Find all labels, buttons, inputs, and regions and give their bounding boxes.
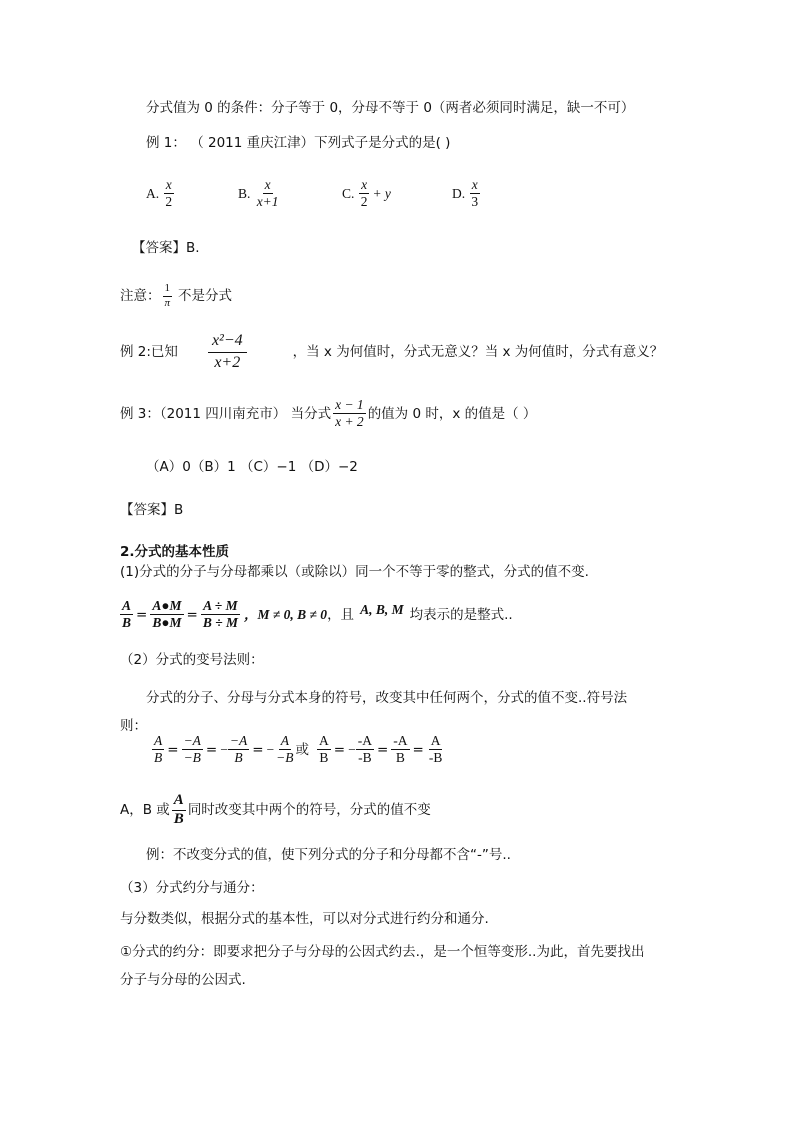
example-1-answer: 【答案】B.: [132, 240, 200, 256]
formula-variables: A, B, M: [360, 601, 404, 617]
example-2-label: 例 2:已知: [120, 344, 178, 361]
sign-rule-or: 或: [295, 741, 310, 758]
example-3-fraction: [333, 398, 366, 429]
option-b-fraction: [255, 178, 281, 209]
section-2-p8a: ①分式的约分：即要求把分子与分母的公因式约去.，是一个恒等变形..为此，首先要找出: [120, 944, 645, 960]
example-3-num: x − 1: [333, 398, 366, 414]
example-2-text: ，当 x 为何值时，分式无意义？当 x 为何值时，分式有意义？: [292, 344, 664, 361]
example-1-source: （ 2011 重庆江津）下列式子是分式的是( ): [190, 135, 451, 151]
option-a-den: 2: [165, 194, 173, 210]
p4-fraction: $\frac{A}{B}$: [173, 792, 184, 827]
option-b-letter: B.: [238, 185, 251, 201]
example-2-den: x+2: [214, 353, 241, 371]
option-c-den: 2: [360, 194, 368, 210]
zero-value-condition: 分式值为 0 的条件：分子等于 0，分母不等于 0（两者必须同时满足，缺一不可）: [146, 100, 635, 116]
option-c-letter: C.: [342, 185, 355, 201]
sign-rule-formula: $\frac{A}{B}$ = $\frac{-A}{-B}$ = − $\frac{-A}{B}$ = − $\frac{A}{-B}$ 或 $\frac{A}{B}$ = − $\frac{-A}{-B}$ = $\frac{-A}{B}$ = $\frac{A}{-B}$: [154, 733, 443, 766]
example-2-fraction: [208, 333, 247, 372]
formula-and: ，且: [327, 606, 355, 623]
section-2-p3b: 则：: [120, 718, 147, 734]
option-d-letter: D.: [452, 185, 466, 201]
example-3-choices: （A）0（B）1 （C）−1 （D）−2: [146, 459, 358, 475]
example-3: [120, 398, 536, 429]
option-c-fraction: [359, 178, 370, 209]
option-d-num: x: [470, 178, 480, 194]
note-num: 1: [163, 283, 173, 297]
section-2-p3a: 分式的分子、分母与分式本身的符号，改变其中任何两个，分式的值不变..符号法: [146, 690, 628, 706]
formula-condition: M ≠ 0, B ≠ 0: [257, 606, 328, 622]
section-2-p5: 例：不改变分式的值，使下列分式的分子和分母都不含“-”号..: [146, 847, 511, 863]
formula-text: 均表示的是整式..: [409, 606, 513, 623]
example-1-label: 例 1：: [146, 135, 186, 151]
formula-frac-3: $\frac{A \div M}{B \div M}$: [202, 598, 238, 631]
option-b: [238, 178, 281, 209]
example-2-num: x²−4: [208, 333, 247, 353]
option-b-num: x: [263, 178, 273, 194]
option-d: [452, 178, 480, 209]
option-d-den: 3: [471, 194, 479, 210]
option-d-fraction: [469, 178, 480, 209]
example-3-prefix: 例 3：（2011 四川南充市） 当分式: [120, 405, 332, 422]
example-3-suffix: 的值为 0 时，x 的值是（ ）: [367, 405, 537, 422]
example-3-den: x + 2: [335, 414, 364, 430]
note-text: 不是分式: [178, 287, 233, 304]
option-c-tail: + y: [372, 185, 391, 201]
option-a-letter: A.: [146, 185, 160, 201]
section-2-p4: [120, 793, 431, 828]
section-2-p6: （3）分式约分与通分：: [120, 880, 264, 896]
section-2-p4b: 同时改变其中两个的符号，分式的值不变: [187, 802, 431, 819]
option-b-den: x+1: [256, 194, 279, 210]
example-2: [120, 333, 663, 372]
section-2-title: 2.分式的基本性质: [120, 544, 230, 560]
basic-property-formula: $\frac{A}{B}$ = $\frac{A●M}{B●M}$ = $\frac{A \div M}{B \div M}$ ， M ≠ 0, B ≠ 0 ，且 A, B, M 均表示的是整式..: [122, 598, 513, 631]
example-3-answer: 【答案】B: [120, 502, 184, 518]
example-1: [146, 135, 450, 151]
option-c: [342, 178, 391, 209]
section-2-p8b: 分子与分母的公因式.: [120, 972, 246, 988]
section-2-p7: 与分数类似，根据分式的基本性，可以对分式进行约分和通分.: [120, 911, 489, 927]
option-a-fraction: [163, 178, 174, 209]
note-label: 注意：: [120, 287, 161, 304]
note-fraction: [163, 283, 173, 309]
formula-frac-1: $\frac{A}{B}$: [122, 598, 132, 631]
option-a-num: x: [164, 178, 174, 194]
option-c-num: x: [359, 178, 369, 194]
section-2-p1: (1)分式的分子与分母都乘以（或除以）同一个不等于零的整式，分式的值不变.: [120, 564, 589, 580]
note-den: π: [164, 296, 171, 309]
section-2-p4a: A，B 或: [120, 802, 170, 819]
section-2-p2: （2）分式的变号法则：: [120, 652, 264, 668]
option-a: [146, 178, 174, 209]
note: [120, 283, 232, 309]
formula-frac-2: $\frac{A●M}{B●M}$: [152, 598, 182, 631]
